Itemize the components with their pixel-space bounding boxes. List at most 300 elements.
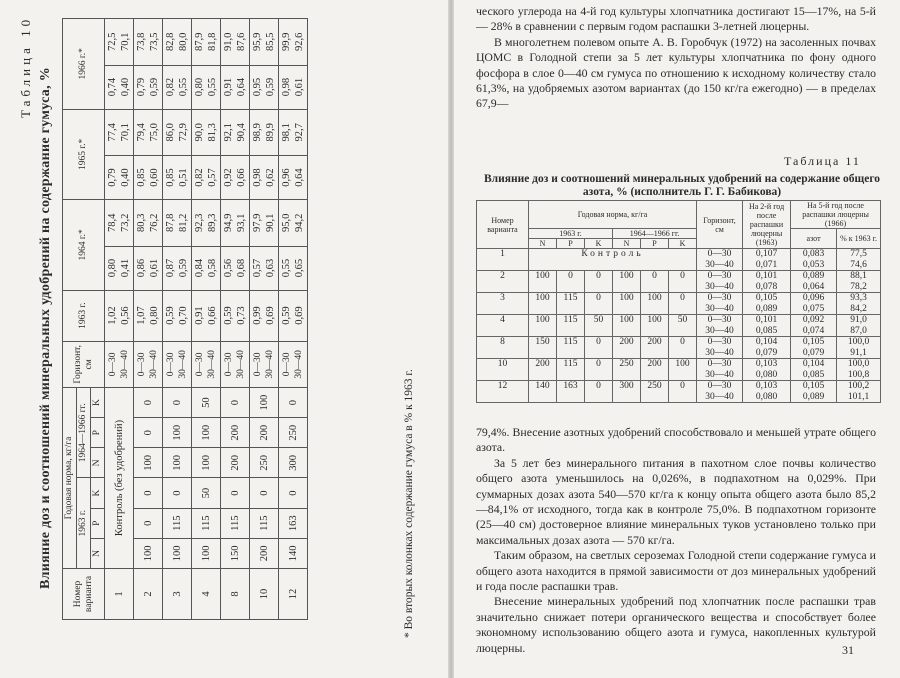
header-horizon: Горизонт, см	[697, 201, 743, 249]
header-p: P	[557, 239, 585, 249]
table-cell	[837, 381, 881, 403]
table-cell	[250, 246, 279, 290]
table-cell	[279, 290, 308, 341]
table-cell	[192, 200, 221, 246]
table-cell	[743, 381, 791, 403]
cell-line: 84,2	[850, 303, 867, 314]
header-k: K	[91, 388, 105, 418]
table-cell: 0	[641, 271, 669, 293]
header-k: K	[91, 478, 105, 508]
cell-line: 91,0	[223, 32, 234, 51]
table-cell: 0	[134, 418, 163, 448]
cell-line: 0,104	[802, 359, 825, 369]
cell-line: 100,2	[847, 381, 870, 391]
table-cell	[697, 315, 743, 337]
table-cell	[791, 381, 837, 403]
header-horizon: Горизонт, см	[63, 341, 105, 387]
table-cell: 100	[529, 315, 557, 337]
cell-line: 0,66	[236, 168, 247, 187]
cell-line: 0,63	[265, 258, 276, 278]
cell-line: 0,59	[149, 77, 160, 97]
cell-line: 0—30	[195, 352, 205, 377]
cell-line: 94,9	[223, 213, 234, 232]
cell-line: 0,096	[802, 293, 825, 303]
cell-line: 0,089	[755, 303, 778, 314]
table-cell: 140	[529, 381, 557, 403]
cell-line: 0,62	[265, 168, 276, 187]
cell-line: 70,1	[120, 32, 131, 51]
cell-line: 0,86	[136, 258, 147, 278]
control-label: Контроль (без удобрений)	[105, 388, 134, 569]
cell-line: 101,1	[847, 391, 870, 402]
header-1966: 1966 г.*	[63, 19, 105, 110]
table-cell: 163	[557, 381, 585, 403]
table-cell	[221, 246, 250, 290]
table-cell: 0	[669, 293, 697, 315]
table-row	[477, 381, 881, 403]
table-cell: 0	[163, 478, 192, 508]
cell-line: 72,9	[178, 123, 189, 142]
cell-line: 0,80	[149, 306, 160, 325]
table-cell: 0	[250, 478, 279, 508]
cell-line: 0,083	[802, 249, 825, 259]
table-cell: 200	[250, 538, 279, 568]
cell-line: 0—30	[707, 337, 732, 347]
cell-line: 0,074	[802, 325, 825, 336]
table-cell: 115	[250, 508, 279, 538]
table-cell	[791, 249, 837, 271]
table-cell: 0	[134, 478, 163, 508]
table-cell	[250, 290, 279, 341]
table-cell	[837, 271, 881, 293]
table-cell: 0	[669, 381, 697, 403]
cell-line: 73,5	[149, 32, 160, 51]
cell-line: 90,1	[265, 213, 276, 232]
cell-line: 0,56	[223, 258, 234, 278]
cell-line: 0,74	[107, 77, 118, 97]
table-cell	[221, 341, 250, 387]
cell-line: 0—30	[224, 352, 234, 377]
cell-line: 0,064	[802, 281, 825, 292]
cell-line: 0,73	[236, 306, 247, 325]
table-cell: 100	[192, 448, 221, 478]
header-1965: 1965 г.*	[63, 109, 105, 199]
cell-line: 100,0	[847, 337, 870, 347]
cell-line: 0—30	[253, 352, 263, 377]
cell-line: 0,85	[165, 168, 176, 187]
table-cell: 100	[613, 293, 641, 315]
header-year-1963: 1963 г.	[77, 478, 91, 568]
cell-line: 98,1	[281, 123, 292, 142]
table-cell: 0	[585, 271, 613, 293]
table-cell	[791, 271, 837, 293]
cell-line: 77,5	[850, 249, 867, 259]
cell-line: 30—40	[120, 350, 130, 379]
table-cell	[837, 315, 881, 337]
cell-line: 0,82	[165, 77, 176, 97]
table-cell: 0	[134, 388, 163, 418]
paragraph: За 5 лет без минерального питания в пахотном слое почвы количество общего азота уменьшилось на 0,026%, в подпахотном на 0,029%. При суммарных дозах азота 540—570 кг/га к концу опыта общего азота было 85,2—84,1% от исходного, тогда как в контроле 75,0%. В подпахотном горизонте (25—40 см) достоверное влияние минеральных туков установлено только при максимальных дозах азота — 570 кг/га.	[476, 455, 876, 547]
table-cell: 100	[134, 538, 163, 568]
cell-line: 87,9	[194, 32, 205, 51]
table-cell: 100	[192, 418, 221, 448]
table-cell: 4	[477, 315, 529, 337]
cell-line: 93,1	[236, 213, 247, 232]
table-cell	[163, 156, 192, 200]
table-cell: 50	[669, 315, 697, 337]
table-cell: 200	[641, 359, 669, 381]
cell-line: 81,3	[207, 123, 218, 142]
table-cell: 250	[613, 359, 641, 381]
cell-line: 80,3	[136, 213, 147, 232]
table-cell	[743, 271, 791, 293]
table-11-label: Таблица 11	[784, 154, 861, 168]
table-row	[250, 19, 279, 620]
table-cell: 0	[585, 337, 613, 359]
table-cell	[250, 109, 279, 155]
cell-line: 30—40	[705, 303, 734, 314]
table-cell: 50	[585, 315, 613, 337]
cell-line: 0—30	[707, 293, 732, 303]
cell-line: 1,02	[107, 306, 118, 325]
table-cell	[163, 290, 192, 341]
table-cell: 200	[221, 448, 250, 478]
cell-line: 0,092	[802, 315, 825, 325]
table-cell: 200	[641, 337, 669, 359]
table-cell	[791, 315, 837, 337]
cell-line: 0,79	[107, 168, 118, 187]
table-cell	[192, 341, 221, 387]
header-pct-1963: % к 1963 г.	[837, 229, 881, 249]
cell-line: 78,2	[850, 281, 867, 292]
table-cell	[105, 341, 134, 387]
cell-line: 0,55	[207, 77, 218, 97]
table-cell: 8	[477, 337, 529, 359]
cell-line: 0,69	[265, 306, 276, 325]
table-cell: 12	[279, 568, 308, 619]
cell-line: 30—40	[294, 350, 304, 379]
cell-line: 0,053	[802, 259, 825, 270]
cell-line: 30—40	[236, 350, 246, 379]
table-cell	[279, 109, 308, 155]
cell-line: 0,69	[294, 306, 305, 325]
cell-line: 92,1	[223, 123, 234, 142]
cell-line: 0,68	[236, 258, 247, 278]
table-cell	[134, 246, 163, 290]
table-cell: 2	[134, 568, 163, 619]
cell-line: 30—40	[705, 347, 734, 358]
table-row	[477, 337, 881, 359]
table-cell: 100	[669, 359, 697, 381]
paragraph: Внесение минеральных удобрений под хлопчатник после распашки трав значительно снижает потери органического вещества и способствует более экономному использованию общего азота и гумуса, накопленных культурой люцерны.	[476, 594, 876, 655]
table-cell	[791, 337, 837, 359]
table-cell: 115	[557, 337, 585, 359]
cell-line: 0—30	[707, 315, 732, 325]
table-cell	[134, 290, 163, 341]
cell-line: 70,1	[120, 123, 131, 142]
table-cell	[105, 290, 134, 341]
table-cell: 115	[557, 315, 585, 337]
cell-line: 0,64	[294, 168, 305, 187]
header-after-5-years: На 5-й год после распашки люцерны (1966)	[791, 201, 881, 229]
cell-line: 0,59	[178, 258, 189, 278]
cell-line: 87,8	[165, 213, 176, 232]
cell-line: 0,92	[223, 168, 234, 187]
table-cell: 200	[529, 359, 557, 381]
table-cell: 100	[613, 315, 641, 337]
cell-line: 0,65	[294, 258, 305, 278]
table-cell	[697, 359, 743, 381]
table-cell	[221, 65, 250, 109]
cell-line: 90,0	[194, 123, 205, 142]
cell-line: 80,0	[178, 32, 189, 51]
paragraph: ческого углерода на 4-й год культуры хлопчатника достигают 15—17%, на 5-й — 28% в сравнении с первым годом распашки 3-летней люцерны.	[476, 4, 876, 34]
table-cell: 0	[585, 293, 613, 315]
table-cell: 10	[477, 359, 529, 381]
cell-line: 0,80	[194, 77, 205, 97]
table-cell: 0	[163, 388, 192, 418]
cell-line: 75,0	[149, 123, 160, 142]
table-row	[477, 359, 881, 381]
cell-line: 87,0	[850, 325, 867, 336]
cell-line: 87,6	[236, 32, 247, 51]
table-cell	[134, 109, 163, 155]
cell-line: 0,41	[120, 258, 131, 278]
table-cell: 8	[221, 568, 250, 619]
cell-line: 0,57	[207, 168, 218, 187]
cell-line: 0,98	[281, 77, 292, 97]
header-years-1964-66: 1964—1966 гг.	[613, 229, 697, 239]
table-cell	[134, 200, 163, 246]
header-after-2-years: На 2-й год после распашки люцерны (1963)	[743, 201, 791, 249]
table-cell: 0	[585, 381, 613, 403]
table-cell: 100	[641, 315, 669, 337]
header-n: N	[529, 239, 557, 249]
table-cell	[743, 315, 791, 337]
table-cell	[837, 293, 881, 315]
cell-line: 0,80	[107, 258, 118, 278]
table-cell	[250, 200, 279, 246]
table-row	[477, 315, 881, 337]
table-cell	[279, 156, 308, 200]
cell-line: 30—40	[705, 281, 734, 292]
table-cell	[221, 290, 250, 341]
left-page	[0, 0, 448, 678]
table-cell	[743, 293, 791, 315]
table-row	[221, 19, 250, 620]
table-cell: 100	[613, 271, 641, 293]
cell-line: 0,87	[165, 258, 176, 278]
table-cell: 3	[477, 293, 529, 315]
table-cell	[697, 337, 743, 359]
right-page	[454, 0, 900, 678]
table-cell	[221, 200, 250, 246]
table-cell	[192, 290, 221, 341]
table-cell	[837, 359, 881, 381]
cell-line: 95,0	[281, 213, 292, 232]
table-cell	[105, 65, 134, 109]
table-row	[477, 271, 881, 293]
cell-line: 0,59	[265, 77, 276, 97]
table-cell: 100	[192, 538, 221, 568]
table-cell	[791, 359, 837, 381]
table-cell	[163, 65, 192, 109]
table-cell: 100	[163, 448, 192, 478]
cell-line: 0,104	[755, 337, 778, 347]
cell-line: 0—30	[707, 249, 732, 259]
table-cell: 0	[669, 271, 697, 293]
table-cell	[221, 156, 250, 200]
cell-line: 0,51	[178, 168, 189, 187]
table-cell	[279, 246, 308, 290]
table-cell: 12	[477, 381, 529, 403]
cell-line: 0,40	[120, 168, 131, 187]
cell-line: 0,085	[755, 325, 778, 336]
cell-line: 0,103	[755, 359, 778, 369]
cell-line: 30—40	[178, 350, 188, 379]
table-cell	[163, 246, 192, 290]
table-cell: 4	[192, 568, 221, 619]
cell-line: 73,2	[120, 213, 131, 232]
cell-line: 89,9	[265, 123, 276, 142]
cell-line: 30—40	[705, 391, 734, 402]
cell-line: 0,080	[755, 369, 778, 380]
cell-line: 0,91	[194, 306, 205, 325]
table-cell: 100	[529, 293, 557, 315]
cell-line: 82,8	[165, 32, 176, 51]
cell-line: 0—30	[707, 381, 732, 391]
cell-line: 74,6	[850, 259, 867, 270]
header-years-1964-66: 1964—1966 гг.	[77, 388, 91, 478]
table-cell: 0	[279, 478, 308, 508]
cell-line: 0,079	[755, 347, 778, 358]
cell-line: 0—30	[166, 352, 176, 377]
table-cell: 100	[163, 418, 192, 448]
table-cell	[192, 65, 221, 109]
table-cell: 300	[613, 381, 641, 403]
paragraph: В многолетнем полевом опыте А. В. Горобчук (1972) на засоленных почвах ЦОМС в Голодной степи за 5 лет культуры хлопчатника по фону одного фосфора в слое 0—40 см гумуса по отношению к исходному количеству стало 61,3%, на удобряемых азотом вариантах (до 150 кг/га ежегодно) — в пределах 67,9—	[476, 34, 876, 111]
cell-line: 0,107	[755, 249, 778, 259]
cell-line: 85,5	[265, 32, 276, 51]
table-cell: 150	[529, 337, 557, 359]
table-cell: 115	[557, 359, 585, 381]
header-nitrogen: азот	[791, 229, 837, 249]
table-cell: 100	[163, 538, 192, 568]
cell-line: 0—30	[707, 359, 732, 369]
cell-line: 0,79	[136, 77, 147, 97]
cell-line: 95,9	[252, 32, 263, 51]
table-10-label: Таблица 10	[18, 15, 33, 118]
page-number: 31	[842, 643, 854, 657]
cell-line: 0,59	[223, 306, 234, 325]
table-cell: 50	[192, 478, 221, 508]
table-cell: 250	[641, 381, 669, 403]
header-n: N	[91, 448, 105, 478]
table-cell: 200	[250, 418, 279, 448]
header-1963: 1963 г.	[63, 290, 105, 341]
header-year-1963: 1963 г.	[529, 229, 613, 239]
table-cell	[105, 200, 134, 246]
cell-line: 0,95	[252, 77, 263, 97]
cell-line: 0—30	[137, 352, 147, 377]
table-cell: 1	[105, 568, 134, 619]
cell-line: 92,6	[294, 32, 305, 51]
header-variant: Номер варианта	[63, 568, 105, 619]
cell-line: 81,2	[178, 213, 189, 232]
cell-line: 93,3	[850, 293, 867, 303]
table-cell: 1	[477, 249, 529, 271]
cell-line: 0,66	[207, 306, 218, 325]
cell-line: 30—40	[705, 259, 734, 270]
table-cell	[837, 337, 881, 359]
cell-line: 98,9	[252, 123, 263, 142]
table-cell	[837, 249, 881, 271]
cell-line: 30—40	[705, 369, 734, 380]
table-cell	[279, 200, 308, 246]
table-cell: 2	[477, 271, 529, 293]
cell-line: 72,5	[107, 32, 118, 51]
cell-line: 0,96	[281, 168, 292, 187]
cell-line: 0,55	[281, 258, 292, 278]
cell-line: 30—40	[149, 350, 159, 379]
cell-line: 0,105	[755, 293, 778, 303]
table-cell: 50	[192, 388, 221, 418]
cell-line: 91,1	[850, 347, 867, 358]
cell-line: 0,98	[252, 168, 263, 187]
table-cell: 3	[163, 568, 192, 619]
table-row	[192, 19, 221, 620]
table-cell: 10	[250, 568, 279, 619]
table-cell	[192, 246, 221, 290]
header-1964: 1964 г.*	[63, 200, 105, 290]
cell-line: 78,4	[107, 213, 118, 232]
cell-line: 0,59	[165, 306, 176, 325]
table-10-footnote: * Во вторых колонках содержание гумуса в % к 1963 г.	[403, 369, 415, 638]
table-cell	[697, 271, 743, 293]
table-cell: 115	[221, 508, 250, 538]
table-cell	[163, 109, 192, 155]
table-11	[476, 200, 880, 403]
table-cell: 115	[557, 293, 585, 315]
cell-line: 0,60	[149, 168, 160, 187]
table-cell: 115	[192, 508, 221, 538]
cell-line: 30—40	[265, 350, 275, 379]
cell-line: 0,105	[802, 381, 825, 391]
table-cell	[163, 200, 192, 246]
table-cell	[105, 246, 134, 290]
table-cell	[134, 341, 163, 387]
paragraph: 79,4%. Внесение азотных удобрений способствовало и меньшей утрате общего азота.	[476, 425, 876, 455]
cell-line: 91,0	[850, 315, 867, 325]
table-cell: 100	[529, 271, 557, 293]
table-11-title: Влияние доз и соотношений минеральных удобрений на содержание общего азота, % (исполнитель Г. Г. Бабикова)	[483, 173, 880, 198]
table-cell	[105, 19, 134, 66]
header-p: P	[91, 418, 105, 448]
cell-line: 79,4	[136, 123, 147, 142]
table-cell	[163, 19, 192, 66]
cell-line: 100,8	[847, 369, 870, 380]
cell-line: 0,080	[755, 391, 778, 402]
cell-line: 0,089	[802, 391, 825, 402]
header-k: K	[669, 239, 697, 249]
header-k: K	[585, 239, 613, 249]
cell-line: 0,089	[802, 271, 825, 281]
table-cell	[192, 156, 221, 200]
cell-line: 0,079	[802, 347, 825, 358]
table-cell: 0	[279, 388, 308, 418]
header-p: P	[641, 239, 669, 249]
table-cell	[791, 293, 837, 315]
